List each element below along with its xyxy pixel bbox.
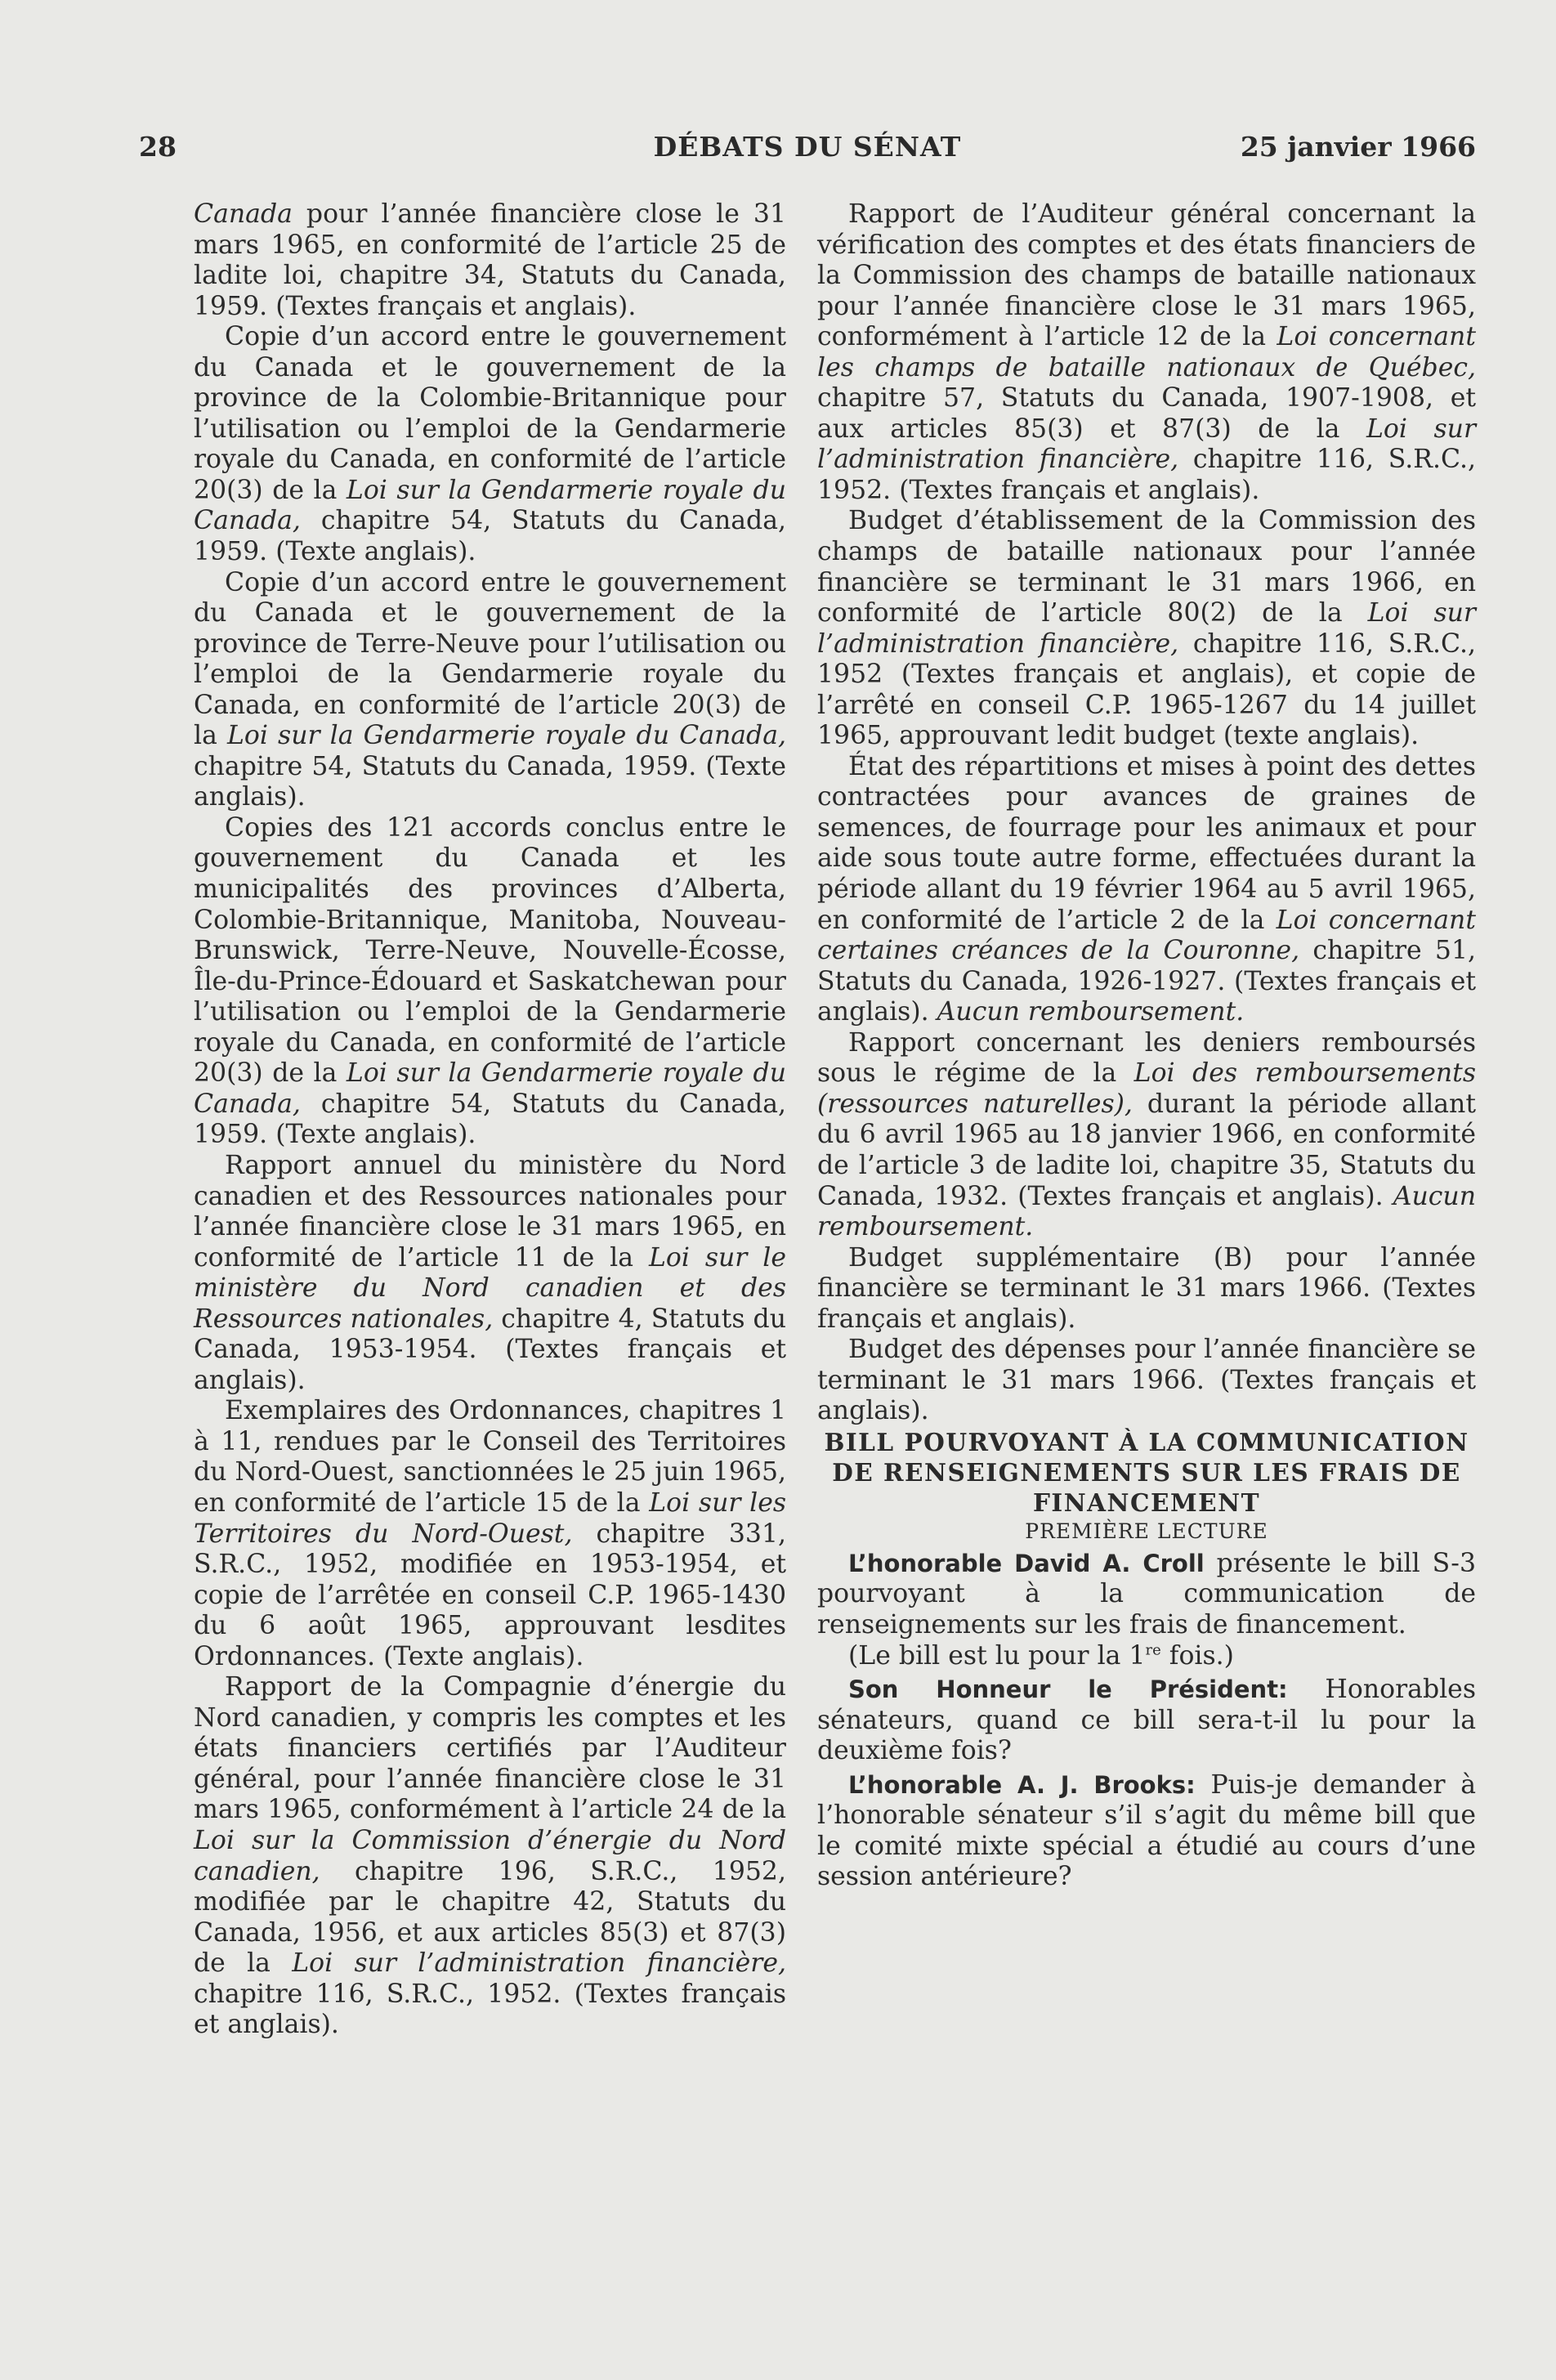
page-date: 25 janvier 1966: [1240, 131, 1476, 163]
paragraph: État des répartitions et mises à point des dettes contractées pour avances de graines de semences, de fourrage pour les animaux et pour aide sous toute autre forme, effectuées durant la période allant du 19 février 1964 au 5 avril 1965, en conformité de l’article 2 de la Loi concernant certaines créances de la Couronne, chapitre 51, Statuts du Canada, 1926-1927. (Textes français et anglais). Aucun remboursement.: [817, 751, 1477, 1027]
procedural-note: (Le bill est lu pour la 1re fois.): [848, 1640, 1234, 1671]
left-column: [194, 199, 786, 2041]
speech-paragraph: L’honorable A. J. Brooks: Puis-je demander à l’honorable sénateur s’il s’agit du même bill que le comité mixte spécial a étudié au cours d’une session antérieure?: [817, 1769, 1476, 1892]
section-subheading: PREMIÈRE LECTURE: [1025, 1519, 1268, 1543]
speech-paragraph: Son Honneur le Président: Honorables sénateurs, quand ce bill sera-t-il lu pour la deuxième fois?: [817, 1675, 1476, 1766]
paragraph: Budget des dépenses pour l’année financière se terminant le 31 mars 1966. (Textes français et anglais).: [817, 1335, 1476, 1426]
paragraph: Budget supplémentaire (B) pour l’année financière se terminant le 31 mars 1966. (Textes français et anglais).: [817, 1242, 1476, 1334]
speech-paragraph: L’honorable David A. Croll présente le bill S-3 pourvoyant à la communication de renseignements sur les frais de financement.: [817, 1548, 1476, 1640]
paragraph: Copies des 121 accords conclus entre le gouvernement du Canada et les municipalités des provinces d’Alberta, Colombie-Britannique, Manitoba, Nouveau-Brunswick, Terre-Neuve, Nouvelle-Écosse, Île-du-Prince-Édouard et Saskatchewan pour l’utilisation ou l’emploi de la Gendarmerie royale du Canada, en conformité de l’article 20(3) de la Loi sur la Gendarmerie royale du Canada, chapitre 54, Statuts du Canada, 1959. (Texte anglais).: [194, 812, 786, 1150]
page-number: 28: [139, 131, 177, 163]
speaker-name: L’honorable A. J. Brooks:: [848, 1770, 1196, 1799]
paragraph: Rapport de la Compagnie d’énergie du Nord canadien, y compris les comptes et les états financiers certifiés par l’Auditeur général, pour l’année financière close le 31 mars 1965, conformément à l’article 24 de la Loi sur la Commission d’énergie du Nord canadien, chapitre 196, S.R.C., 1952, modifiée par le chapitre 42, Statuts du Canada, 1956, et aux articles 85(3) et 87(3) de la Loi sur l’administration financière, chapitre 116, S.R.C., 1952. (Textes français et anglais).: [194, 1672, 787, 2040]
paragraph: Canada pour l’année financière close le 31 mars 1965, en conformité de l’article 25 de ladite loi, chapitre 34, Statuts du Canada, 1959. (Textes français et anglais).: [194, 199, 786, 321]
page-header: [139, 131, 1476, 172]
paragraph: Copie d’un accord entre le gouvernement du Canada et le gouvernement de la province de la Colombie-Britannique pour l’utilisation ou l’emploi de la Gendarmerie royale du Canada, en conformité de l’article 20(3) de la Loi sur la Gendarmerie royale du Canada, chapitre 54, Statuts du Canada, 1959. (Texte anglais).: [194, 322, 786, 567]
speaker-name: Son Honneur le Président:: [848, 1675, 1288, 1704]
paragraph: Rapport annuel du ministère du Nord canadien et des Ressources nationales pour l’année financière close le 31 mars 1965, en conformité de l’article 11 de la Loi sur le ministère du Nord canadien et des Ressources nationales, chapitre 4, Statuts du Canada, 1953-1954. (Textes français et anglais).: [194, 1150, 786, 1395]
paragraph: Copie d’un accord entre le gouvernement du Canada et le gouvernement de la province de Terre-Neuve pour l’utilisation ou l’emploi de la Gendarmerie royale du Canada, en conformité de l’article 20(3) de la Loi sur la Gendarmerie royale du Canada, chapitre 54, Statuts du Canada, 1959. (Texte anglais).: [194, 567, 786, 812]
speaker-name: L’honorable David A. Croll: [848, 1549, 1205, 1577]
right-column: [817, 199, 1476, 1893]
section-heading: BILL POURVOYANT À LA COMMUNICATION DE RENSEIGNEMENTS SUR LES FRAIS DE FINANCEMENT: [824, 1427, 1469, 1517]
paragraph: Exemplaires des Ordonnances, chapitres 1 à 11, rendues par le Conseil des Territoires du Nord-Ouest, sanctionnées le 25 juin 1965, en conformité de l’article 15 de la Loi sur les Territoires du Nord-Ouest, chapitre 331, S.R.C., 1952, modifiée en 1953-1954, et copie de l’arrêtée en conseil C.P. 1965-1430 du 6 août 1965, approuvant lesdites Ordonnances. (Texte anglais).: [194, 1396, 787, 1671]
paragraph: Rapport concernant les deniers remboursés sous le régime de la Loi des remboursements (ressources naturelles), durant la période allant du 6 avril 1965 au 18 janvier 1966, en conformité de l’article 3 de ladite loi, chapitre 35, Statuts du Canada, 1932. (Textes français et anglais). Aucun remboursement.: [817, 1027, 1476, 1242]
paragraph: Budget d’établissement de la Commission des champs de bataille nationaux pour l’année financière se terminant le 31 mars 1966, en conformité de l’article 80(2) de la Loi sur l’administration financière, chapitre 116, S.R.C., 1952 (Textes français et anglais), et copie de l’arrêté en conseil C.P. 1965-1267 du 14 juillet 1965, approuvant ledit budget (texte anglais).: [817, 506, 1476, 751]
paragraph: Rapport de l’Auditeur général concernant la vérification des comptes et des états financiers de la Commission des champs de bataille nationaux pour l’année financière close le 31 mars 1965, conformément à l’article 12 de la Loi concernant les champs de bataille nationaux de Québec, chapitre 57, Statuts du Canada, 1907-1908, et aux articles 85(3) et 87(3) de la Loi sur l’administration financière, chapitre 116, S.R.C., 1952. (Textes français et anglais).: [817, 199, 1476, 505]
page-title: DÉBATS DU SÉNAT: [653, 131, 962, 163]
